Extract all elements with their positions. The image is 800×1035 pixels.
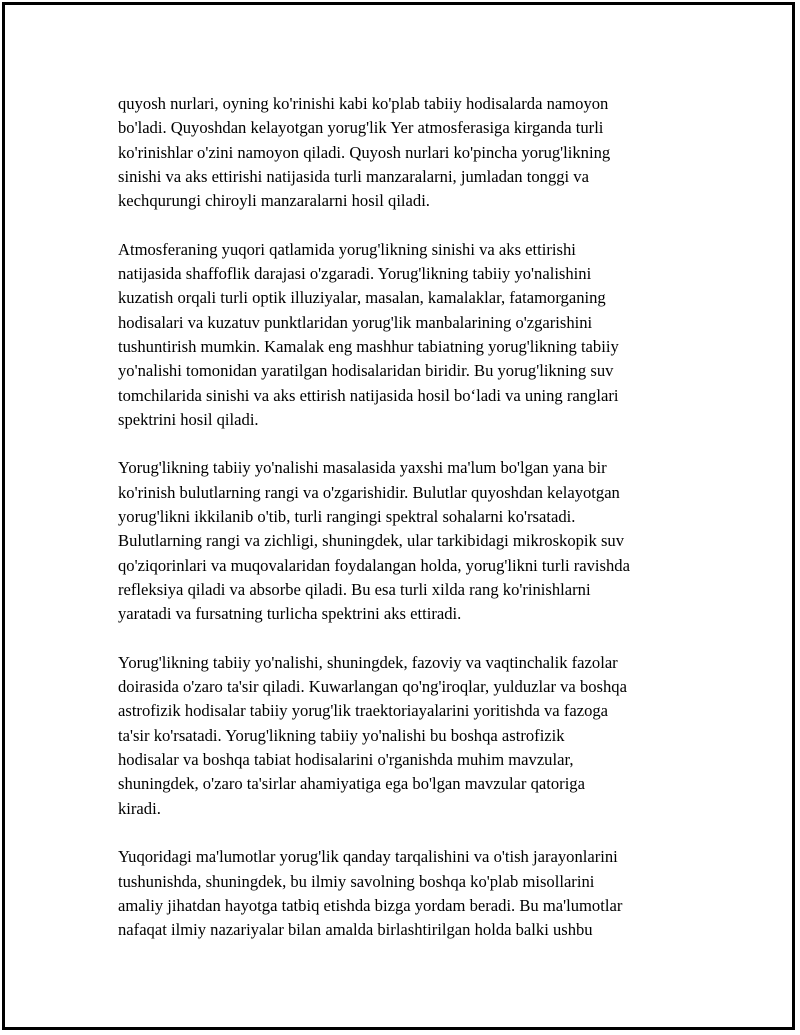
text-line: ko'rinishlar o'zini namoyon qiladi. Quyosh nurlari ko'pincha yorug'likning (118, 142, 611, 162)
text-line: yaratadi va fursatning turlicha spektrini aks ettiradi. (118, 604, 462, 624)
text-line: amaliy jihatdan hayotga tatbiq etishda bizga yordam beradi. Bu ma'lumotlar (118, 895, 623, 915)
text-line: tushuntirish mumkin. Kamalak eng mashhur tabiatning yorug'likning tabiiy (118, 336, 619, 356)
text-line: Atmosferaning yuqori qatlamida yorug'likning sinishi va aks ettirishi (118, 239, 576, 259)
text-line: natijasida shaffoflik darajasi o'zgaradi. Yorug'likning tabiiy yo'nalishini (118, 264, 592, 284)
text-line: hodisalar va boshqa tabiat hodisalarini o'rganishda muhim mavzular, (118, 750, 574, 770)
text-line: kiradi. (118, 798, 161, 818)
text-line: astrofizik hodisalar tabiiy yorug'lik traektoriayalarini yoritishda va fazoga (118, 701, 609, 721)
text-line: doirasida o'zaro ta'sir qiladi. Kuwarlangan qo'ng'iroqlar, yulduzlar va boshqa (118, 677, 627, 697)
paragraph-gap (118, 213, 698, 237)
paragraph-5 (118, 845, 698, 942)
text-line: bo'ladi. Quyoshdan kelayotgan yorug'lik Yer atmosferasiga kirganda turli (118, 118, 604, 138)
text-line: Yuqoridagi ma'lumotlar yorug'lik qanday tarqalishini va o'tish jarayonlarini (118, 847, 618, 867)
text-line: tushunishda, shuningdek, bu ilmiy savolning boshqa ko'plab misollarini (118, 871, 595, 891)
paragraph-3 (118, 456, 698, 626)
text-line: qo'ziqorinlari va muqovalaridan foydalangan holda, yorug'likni turli ravishda (118, 555, 630, 575)
text-line: Yorug'likning tabiiy yo'nalishi masalasida yaxshi ma'lum bo'lgan yana bir (118, 458, 607, 478)
text-line: spektrini hosil qiladi. (118, 409, 259, 429)
text-line: shuningdek, o'zaro ta'sirlar ahamiyatiga ega bo'lgan mavzular qatoriga (118, 774, 585, 794)
paragraph-gap (118, 821, 698, 845)
paragraph-4 (118, 651, 698, 821)
text-line: kuzatish orqali turli optik illuziyalar, masalan, kamalaklar, fatamorganing (118, 288, 606, 308)
paragraph-1 (118, 92, 698, 213)
paragraph-gap (118, 432, 698, 456)
text-line: tomchilarida sinishi va aks ettirish natijasida hosil bo‘ladi va uning ranglari (118, 385, 619, 405)
text-line: sinishi va aks ettirishi natijasida turli manzaralarni, jumladan tonggi va (118, 166, 589, 186)
text-line: hodisalari va kuzatuv punktlaridan yorug'lik manbalarining o'zgarishini (118, 312, 593, 332)
paragraph-gap (118, 627, 698, 651)
text-line: quyosh nurlari, oyning ko'rinishi kabi ko'plab tabiiy hodisalarda namoyon (118, 94, 609, 113)
text-line: kechqurungi chiroyli manzaralarni hosil qiladi. (118, 191, 430, 211)
text-line: ko'rinish bulutlarning rangi va o'zgarishidir. Bulutlar quyoshdan kelayotgan (118, 482, 620, 502)
text-line: ta'sir ko'rsatadi. Yorug'likning tabiiy yo'nalishi bu boshqa astrofizik (118, 725, 565, 745)
text-line: refleksiya qiladi va absorbe qiladi. Bu esa turli xilda rang ko'rinishlarni (118, 579, 591, 599)
text-line: yorug'likni ikkilanib o'tib, turli rangingi spektral sohalarni ko'rsatadi. (118, 507, 576, 527)
text-line: yo'nalishi tomonidan yaratilgan hodisalaridan biridir. Bu yorug'likning suv (118, 361, 614, 381)
text-line: Yorug'likning tabiiy yo'nalishi, shuningdek, fazoviy va vaqtinchalik fazolar (118, 652, 618, 672)
paragraph-2 (118, 238, 698, 432)
document-body (118, 92, 698, 942)
text-line: nafaqat ilmiy nazariyalar bilan amalda birlashtirilgan holda balki ushbu (118, 920, 593, 940)
text-line: Bulutlarning rangi va zichligi, shuningdek, ular tarkibidagi mikroskopik suv (118, 531, 625, 551)
